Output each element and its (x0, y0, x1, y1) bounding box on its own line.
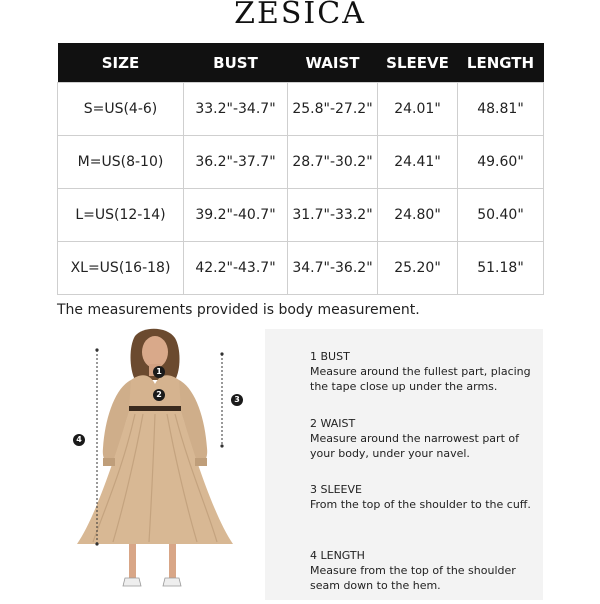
table-row (58, 136, 544, 189)
model-figure (65, 328, 265, 600)
guide-text: Measure from the top of the shoulder seam down to the hem. (310, 564, 516, 592)
cell-bust: 36.2"-37.7" (184, 136, 288, 189)
table-row (58, 83, 544, 136)
cell-waist: 34.7"-36.2" (288, 242, 378, 295)
header-size: SIZE (58, 43, 184, 83)
cell-sleeve: 24.80" (378, 189, 458, 242)
cell-sleeve: 24.41" (378, 136, 458, 189)
table-row (58, 189, 544, 242)
cell-bust: 33.2"-34.7" (184, 83, 288, 136)
cell-bust: 39.2"-40.7" (184, 189, 288, 242)
length-marker: 4 (73, 434, 85, 446)
cell-bust: 42.2"-43.7" (184, 242, 288, 295)
header-sleeve: SLEEVE (378, 43, 458, 83)
table-header-row (58, 43, 544, 83)
cell-size: S=US(4-6) (58, 83, 184, 136)
cell-size: L=US(12-14) (58, 189, 184, 242)
guide-item-waist (310, 416, 535, 461)
size-chart-table (57, 43, 544, 295)
guide-text: Measure around the fullest part, placing the tape close up under the arms. (310, 365, 531, 393)
guide-title: 2 WAIST (310, 417, 356, 430)
cell-sleeve: 25.20" (378, 242, 458, 295)
cell-size: M=US(8-10) (58, 136, 184, 189)
guide-title: 3 SLEEVE (310, 483, 362, 496)
cell-length: 51.18" (458, 242, 544, 295)
cell-waist: 31.7"-33.2" (288, 189, 378, 242)
table-row (58, 242, 544, 295)
waist-marker: 2 (153, 389, 165, 401)
cell-length: 49.60" (458, 136, 544, 189)
cell-size: XL=US(16-18) (58, 242, 184, 295)
brand-logo: ZESICA (234, 0, 366, 31)
header-waist: WAIST (288, 43, 378, 83)
header-length: LENGTH (458, 43, 544, 83)
cell-waist: 28.7"-30.2" (288, 136, 378, 189)
sleeve-marker: 3 (231, 394, 243, 406)
guide-text: Measure around the narrowest part of your body, under your navel. (310, 432, 519, 460)
measurement-guide-panel (265, 329, 543, 600)
guide-item-length (310, 548, 535, 593)
guide-item-bust (310, 349, 535, 394)
measurement-note: The measurements provided is body measurement. (57, 302, 420, 318)
header-bust: BUST (184, 43, 288, 83)
cell-waist: 25.8"-27.2" (288, 83, 378, 136)
dress-illustration (65, 328, 265, 600)
guide-item-sleeve (310, 482, 535, 512)
guide-title: 1 BUST (310, 350, 350, 363)
guide-text: From the top of the shoulder to the cuff. (310, 498, 531, 511)
cell-sleeve: 24.01" (378, 83, 458, 136)
cell-length: 48.81" (458, 83, 544, 136)
bust-marker: 1 (153, 366, 165, 378)
cell-length: 50.40" (458, 189, 544, 242)
guide-title: 4 LENGTH (310, 549, 365, 562)
